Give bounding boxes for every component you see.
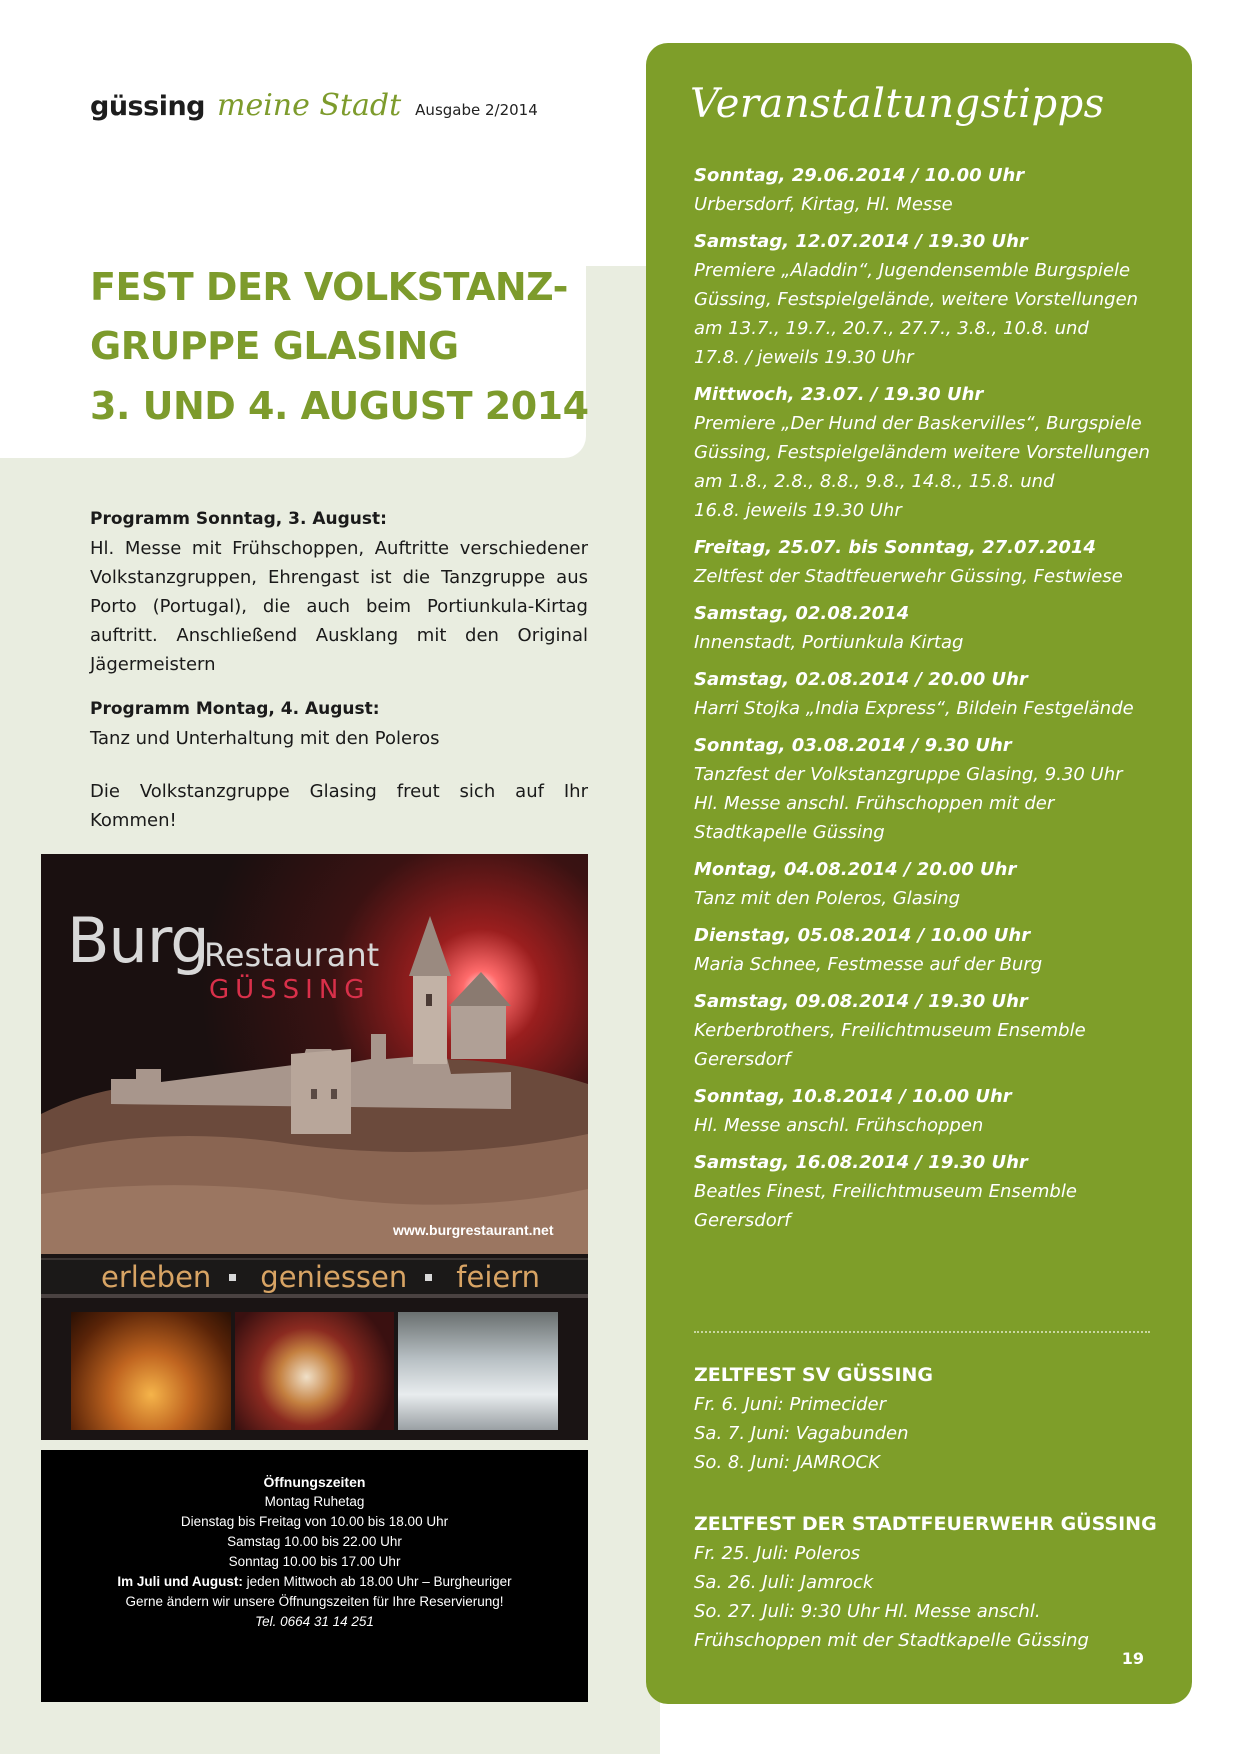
- event-detail: Tanzfest der Volkstanzgruppe Glasing, 9.30 Uhr: [694, 764, 1123, 785]
- event-item: [694, 1148, 1164, 1235]
- dotted-divider: [694, 1331, 1150, 1333]
- event-date: Samstag, 02.08.2014: [694, 603, 910, 624]
- banquet-hall-photo: [398, 1312, 558, 1430]
- event-detail: Harri Stojka „India Express“, Bildein Festgelände: [694, 698, 1134, 719]
- hours-line: Dienstag bis Freitag von 10.00 bis 18.00 Uhr: [180, 1514, 449, 1529]
- hours-line: Montag Ruhetag: [264, 1494, 365, 1509]
- fest-line: So. 8. Juni: JAMROCK: [694, 1452, 880, 1473]
- restaurant-ad: [41, 854, 588, 1440]
- closing-text: Die Volkstanzgruppe Glasing freut sich auf Ihr Kommen!: [90, 781, 588, 831]
- event-date: Sonntag, 03.08.2014 / 9.30 Uhr: [694, 735, 1012, 756]
- summer-hours: [41, 1572, 588, 1592]
- event-item: [694, 227, 1164, 372]
- event-detail: Hl. Messe anschl. Frühschoppen: [694, 1115, 984, 1136]
- ad-tagline: [41, 1258, 588, 1298]
- ad-photo-strip: [71, 1312, 558, 1430]
- masthead-brand: güssing: [90, 91, 205, 122]
- masthead-script: meine Stadt: [217, 88, 402, 123]
- phone-number[interactable]: Tel. 0664 31 14 251: [255, 1614, 374, 1629]
- event-item: [694, 533, 1164, 591]
- fest-title: ZELTFEST DER STADTFEUERWEHR GÜSSING: [694, 1513, 1157, 1535]
- ad-brand-guessing: GÜSSING: [209, 975, 371, 1005]
- event-detail: 17.8. / jeweils 19.30 Uhr: [694, 347, 914, 368]
- reservation-note: Gerne ändern wir unsere Öffnungszeiten für Ihre Reservierung!: [125, 1594, 504, 1609]
- fest-stadtfeuerwehr: [694, 1510, 1164, 1655]
- sunday-heading: Programm Sonntag, 3. August:: [90, 509, 387, 529]
- ad-brand-burg: Burg: [67, 904, 209, 977]
- bullet-icon: [425, 1274, 432, 1281]
- monday-text: Tanz und Unterhaltung mit den Poleros: [90, 728, 440, 749]
- event-detail: Urbersdorf, Kirtag, Hl. Messe: [694, 194, 953, 215]
- event-date: Montag, 04.08.2014 / 20.00 Uhr: [694, 859, 1017, 880]
- event-detail: am 13.7., 19.7., 20.7., 27.7., 3.8., 10.8. und: [694, 318, 1089, 339]
- event-date: Sonntag, 10.8.2014 / 10.00 Uhr: [694, 1086, 1012, 1107]
- event-detail: Premiere „Aladdin“, Jugendensemble Burgspiele: [694, 260, 1131, 281]
- fest-line: So. 27. Juli: 9:30 Uhr Hl. Messe anschl.: [694, 1601, 1041, 1622]
- event-item: [694, 1082, 1164, 1140]
- event-date: Mittwoch, 23.07. / 19.30 Uhr: [694, 384, 984, 405]
- event-detail: Gerersdorf: [694, 1049, 791, 1070]
- monday-heading: Programm Montag, 4. August:: [90, 699, 380, 719]
- event-detail: am 1.8., 2.8., 8.8., 9.8., 14.8., 15.8. und: [694, 471, 1055, 492]
- ad-brand-restaurant: Restaurant: [204, 936, 380, 974]
- sunday-text: Hl. Messe mit Frühschoppen, Auftritte verschiedener Volkstanzgruppen, Ehrengast ist die Tanzgruppe aus Porto (Portugal), die auch beim Portiunkula-Kirtag auftritt. Anschließend Ausklang mit den Original Jägermeistern: [90, 538, 588, 675]
- event-date: Samstag, 02.08.2014 / 20.00 Uhr: [694, 669, 1028, 690]
- event-detail: Tanz mit den Poleros, Glasing: [694, 888, 961, 909]
- event-date: Dienstag, 05.08.2014 / 10.00 Uhr: [694, 925, 1031, 946]
- fest-line: Sa. 26. Juli: Jamrock: [694, 1572, 874, 1593]
- masthead: [90, 88, 538, 123]
- event-date: Freitag, 25.07. bis Sonntag, 27.07.2014: [694, 537, 1096, 558]
- title-line-2: GRUPPE GLASING: [90, 324, 459, 368]
- tagline-word: feiern: [456, 1260, 541, 1294]
- event-detail: Beatles Finest, Freilichtmuseum Ensemble: [694, 1181, 1077, 1202]
- event-detail: Stadtkapelle Güssing: [694, 822, 885, 843]
- panel-title: Veranstaltungstipps: [690, 81, 1105, 127]
- event-detail: Hl. Messe anschl. Frühschoppen mit der: [694, 793, 1055, 814]
- event-date: Sonntag, 29.06.2014 / 10.00 Uhr: [694, 165, 1025, 186]
- ad-url[interactable]: www.burgrestaurant.net: [393, 1222, 554, 1238]
- title-line-1: FEST DER VOLKSTANZ-: [90, 265, 568, 309]
- event-item: [694, 161, 1164, 219]
- dish-photo: [235, 1312, 395, 1430]
- hours-line: Sonntag 10.00 bis 17.00 Uhr: [228, 1554, 401, 1569]
- bullet-icon: [229, 1274, 236, 1281]
- event-detail: Innenstadt, Portiunkula Kirtag: [694, 632, 964, 653]
- event-date: Samstag, 16.08.2014 / 19.30 Uhr: [694, 1152, 1028, 1173]
- event-date: Samstag, 09.08.2014 / 19.30 Uhr: [694, 991, 1028, 1012]
- event-item: [694, 380, 1164, 525]
- event-item: [694, 665, 1164, 723]
- event-item: [694, 599, 1164, 657]
- page-number: 19: [1121, 1649, 1144, 1668]
- event-detail: Kerberbrothers, Freilichtmuseum Ensemble: [694, 1020, 1086, 1041]
- fest-title: ZELTFEST SV GÜSSING: [694, 1364, 934, 1386]
- events-panel: [646, 43, 1192, 1704]
- cellar-photo: [71, 1312, 231, 1430]
- title-date: 3. UND 4. AUGUST 2014: [90, 384, 589, 428]
- issue-label: Ausgabe 2/2014: [415, 101, 538, 119]
- event-detail: Premiere „Der Hund der Baskervilles“, Burgspiele: [694, 413, 1142, 434]
- tagline-word: erleben: [101, 1260, 212, 1294]
- event-detail: Zeltfest der Stadtfeuerwehr Güssing, Festwiese: [694, 566, 1123, 587]
- hours-title: Öffnungszeiten: [263, 1474, 366, 1490]
- fest-line: Sa. 7. Juni: Vagabunden: [694, 1423, 909, 1444]
- fest-line: Fr. 25. Juli: Poleros: [694, 1543, 861, 1564]
- event-item: [694, 855, 1164, 913]
- event-detail: Gerersdorf: [694, 1210, 791, 1231]
- hours-line: Samstag 10.00 bis 22.00 Uhr: [227, 1534, 402, 1549]
- event-item: [694, 921, 1164, 979]
- event-detail: Güssing, Festspielgeländem weitere Vorstellungen: [694, 442, 1150, 463]
- summer-label: Im Juli und August:: [117, 1574, 243, 1589]
- event-detail: Güssing, Festspielgelände, weitere Vorstellungen: [694, 289, 1139, 310]
- fest-sv-guessing: [694, 1361, 1164, 1477]
- events-list: [694, 161, 1164, 1243]
- event-date: Samstag, 12.07.2014 / 19.30 Uhr: [694, 231, 1028, 252]
- fest-line: Fr. 6. Juni: Primecider: [694, 1394, 887, 1415]
- article-title: [90, 258, 590, 436]
- event-item: [694, 731, 1164, 847]
- opening-hours-box: [41, 1450, 588, 1702]
- event-detail: Maria Schnee, Festmesse auf der Burg: [694, 954, 1043, 975]
- fest-line: Frühschoppen mit der Stadtkapelle Güssing: [694, 1630, 1089, 1651]
- event-detail: 16.8. jeweils 19.30 Uhr: [694, 500, 902, 521]
- article-body: [90, 505, 588, 835]
- event-item: [694, 987, 1164, 1074]
- tagline-word: geniessen: [260, 1260, 408, 1294]
- summer-text: jeden Mittwoch ab 18.00 Uhr – Burgheuriger: [246, 1574, 512, 1589]
